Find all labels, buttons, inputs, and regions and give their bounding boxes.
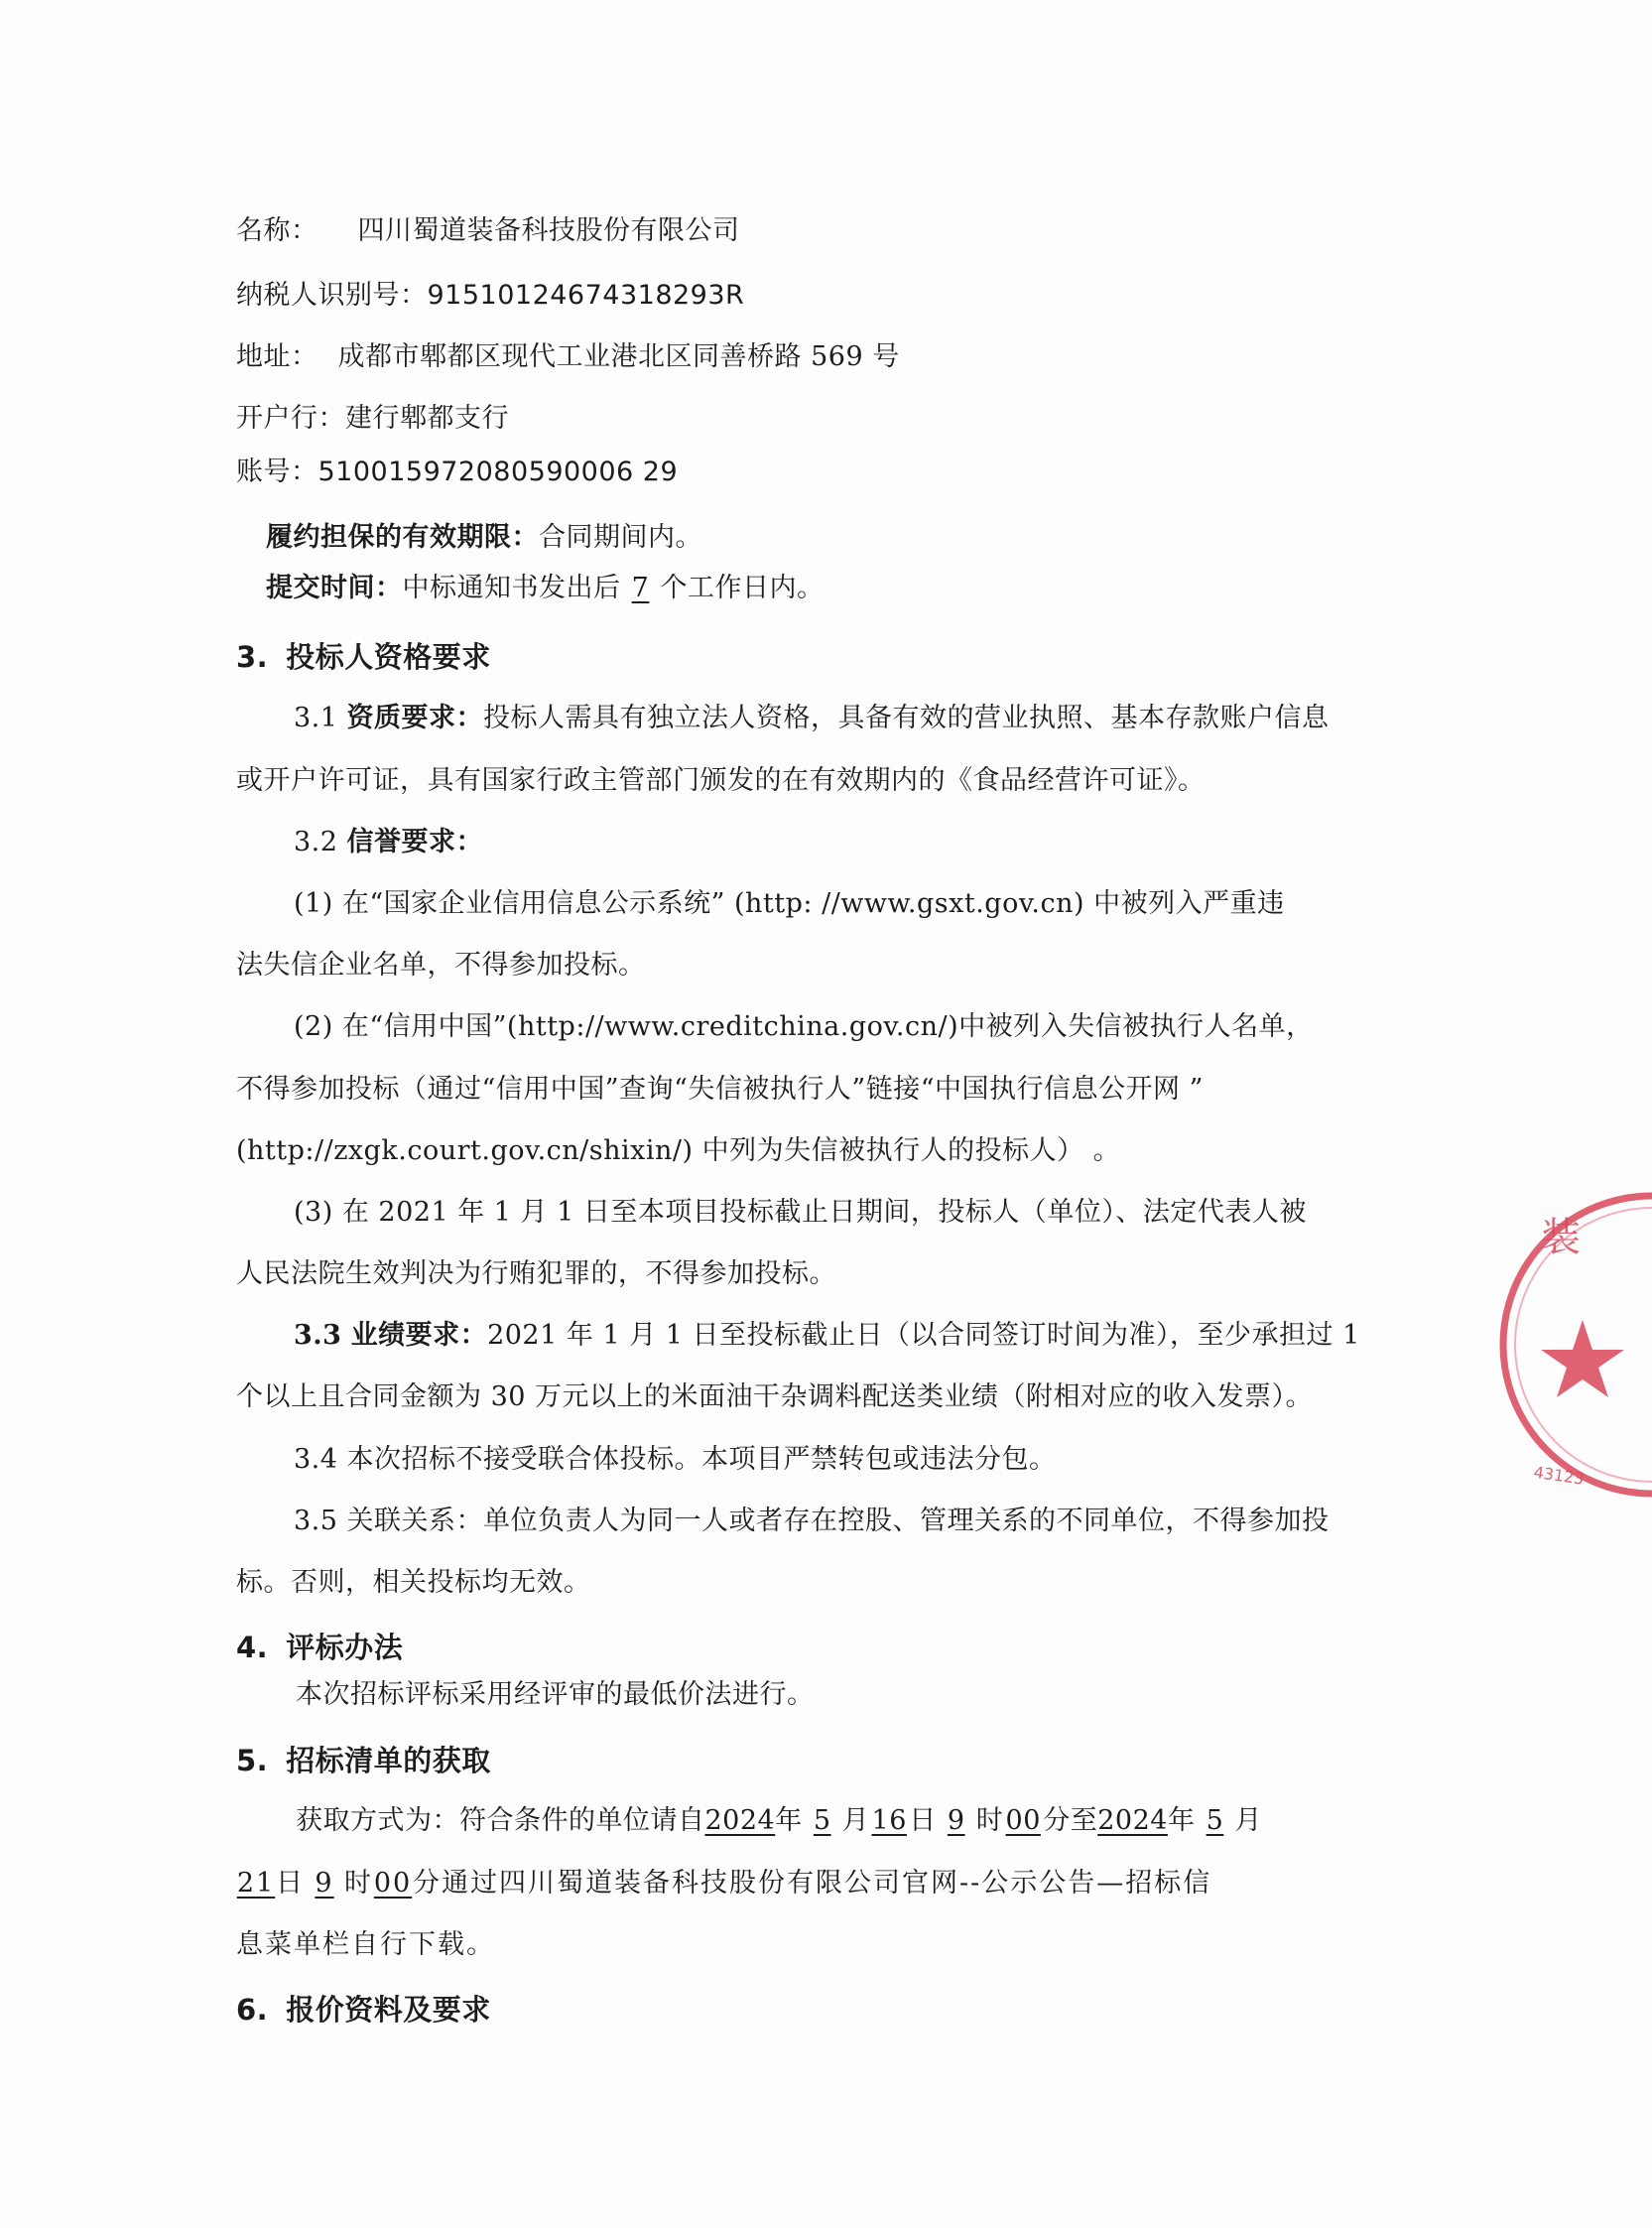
submit-time-days: 7 <box>631 573 650 603</box>
s32-1-line2: 法失信企业名单，不得参加投标。 <box>236 950 646 981</box>
s5-hour-1: 9 <box>947 1805 965 1836</box>
section-5-title: 招标清单的获取 <box>286 1744 491 1777</box>
s5-ri-1: 日 <box>909 1805 937 1836</box>
tax-id-line <box>236 276 744 316</box>
address-label: 地址： <box>236 341 318 372</box>
section-3-heading <box>236 637 491 677</box>
s32-2-line3: (http://zxgk.court.gov.cn/shixin/) 中列为失信被执行人的投标人） 。 <box>236 1135 1121 1166</box>
s5-yue-1: 月 <box>841 1805 870 1836</box>
section-3-number: 3. <box>236 640 269 674</box>
s5-shi-2: 时 <box>344 1868 373 1899</box>
seal-digits: 43123 <box>1532 1462 1586 1489</box>
s5-ri-2: 日 <box>276 1868 305 1899</box>
s32-3-line2: 人民法院生效判决为行贿犯罪的，不得参加投标。 <box>236 1258 836 1289</box>
account-value: 510015972080590006 29 <box>318 457 679 487</box>
s5-nian-1: 年 <box>775 1805 803 1836</box>
s32-2-line2: 不得参加投标（通过“信用中国”查询“失信被执行人”链接“中国执行信息公开网 ” <box>236 1074 1204 1105</box>
submit-time-prefix: 中标通知书发出后 <box>402 573 621 603</box>
s5-day-2: 21 <box>236 1868 276 1899</box>
section-5-line2 <box>236 1864 1211 1903</box>
s5-month-2: 5 <box>1206 1805 1224 1836</box>
tax-id-value: 91510124674318293R <box>427 280 745 311</box>
section-4-text: 本次招标评标采用经评审的最低价法进行。 <box>296 1679 815 1710</box>
section-5-line3: 息菜单栏自行下载。 <box>236 1929 495 1960</box>
s34-line: 3.4 本次招标不接受联合体投标。本项目严禁转包或违法分包。 <box>294 1444 1057 1475</box>
s31-line1 <box>294 699 1330 738</box>
s5-shi-1: 时 <box>975 1805 1004 1836</box>
bank-line <box>236 399 509 439</box>
guarantee-validity-line <box>266 518 702 558</box>
s32-label: 信誉要求： <box>346 827 484 857</box>
submit-time-line <box>266 569 825 608</box>
s32-heading <box>294 823 483 862</box>
s35-line2: 标。否则，相关投标均无效。 <box>236 1567 591 1598</box>
seal-char: 装 <box>1541 1215 1581 1260</box>
section-5-heading <box>236 1741 491 1780</box>
company-name-line <box>236 211 740 251</box>
s5-yue-2: 月 <box>1234 1805 1262 1836</box>
s5-year-1: 2024 <box>704 1805 776 1836</box>
s32-number: 3.2 <box>294 827 338 857</box>
s35-line1: 3.5 关联关系：单位负责人为同一人或者存在控股、管理关系的不同单位，不得参加投 <box>294 1506 1330 1536</box>
section-3-title: 投标人资格要求 <box>286 640 491 674</box>
section-5-line1 <box>296 1801 1262 1841</box>
s33-label: 业绩要求： <box>350 1320 488 1351</box>
company-seal-stamp <box>1483 1181 1652 1508</box>
s32-3-line1: (3) 在 2021 年 1 月 1 日至本项目投标截止日期间，投标人（单位）、法定代表人被 <box>294 1197 1307 1228</box>
s31-line2: 或开户许可证，具有国家行政主管部门颁发的在有效期内的《食品经营许可证》。 <box>236 765 1206 796</box>
section-6-heading <box>236 1990 491 2030</box>
section-4-number: 4. <box>236 1631 269 1664</box>
submit-time-label: 提交时间： <box>266 573 403 603</box>
s32-1-line1: (1) 在“国家企业信用信息公示系统” (http: //www.gsxt.gov.cn) 中被列入严重违 <box>294 888 1285 919</box>
s5-nian-2: 年 <box>1167 1805 1196 1836</box>
account-line <box>236 453 678 492</box>
account-label: 账号： <box>236 457 318 487</box>
guarantee-validity-value: 合同期间内。 <box>539 522 702 553</box>
s5-hour-2: 9 <box>315 1868 334 1899</box>
s33-line1 <box>294 1316 1360 1356</box>
address-value: 成都市郫都区现代工业港北区同善桥路 569 号 <box>337 341 900 372</box>
section-6-number: 6. <box>236 1993 269 2027</box>
s33-number: 3.3 <box>294 1320 342 1351</box>
seal-star-icon <box>1541 1320 1624 1397</box>
s5-minute-1: 00 <box>1005 1805 1041 1836</box>
s33-text-1: 2021 年 1 月 1 日至投标截止日（以合同签订时间为准），至少承担过 1 <box>487 1320 1360 1351</box>
s31-label: 资质要求： <box>346 703 484 733</box>
section-4-title: 评标办法 <box>286 1631 404 1664</box>
section-6-title: 报价资料及要求 <box>286 1993 491 2027</box>
tax-id-label: 纳税人识别号： <box>236 280 428 311</box>
section-5-number: 5. <box>236 1744 269 1777</box>
s5-line2-suffix: 分通过四川蜀道装备科技股份有限公司官网--公示公告—招标信 <box>413 1868 1212 1899</box>
bank-label: 开户行： <box>236 403 345 434</box>
s5-month-1: 5 <box>813 1805 831 1836</box>
s33-line2: 个以上且合同金额为 30 万元以上的米面油干杂调料配送类业绩（附相对应的收入发票）。 <box>236 1381 1314 1412</box>
address-line <box>236 337 900 377</box>
company-name-label: 名称： <box>236 215 318 246</box>
s5-to: 分至 <box>1043 1805 1098 1836</box>
s5-year-2: 2024 <box>1097 1805 1168 1836</box>
submit-time-suffix: 个工作日内。 <box>660 573 825 603</box>
company-name-value: 四川蜀道装备科技股份有限公司 <box>357 215 740 246</box>
section-4-heading <box>236 1628 403 1667</box>
s5-minute-2: 00 <box>373 1868 413 1899</box>
s31-number: 3.1 <box>294 703 338 733</box>
s32-2-line1: (2) 在“信用中国”(http://www.creditchina.gov.cn/)中被列入失信被执行人名单， <box>294 1011 1314 1042</box>
s5-prefix: 获取方式为：符合条件的单位请自 <box>296 1805 705 1836</box>
s5-day-1: 16 <box>871 1805 907 1836</box>
guarantee-validity-label: 履约担保的有效期限： <box>266 522 539 553</box>
bank-value: 建行郫都支行 <box>345 403 509 434</box>
s31-text-1: 投标人需具有独立法人资格，具备有效的营业执照、基本存款账户信息 <box>483 703 1330 733</box>
